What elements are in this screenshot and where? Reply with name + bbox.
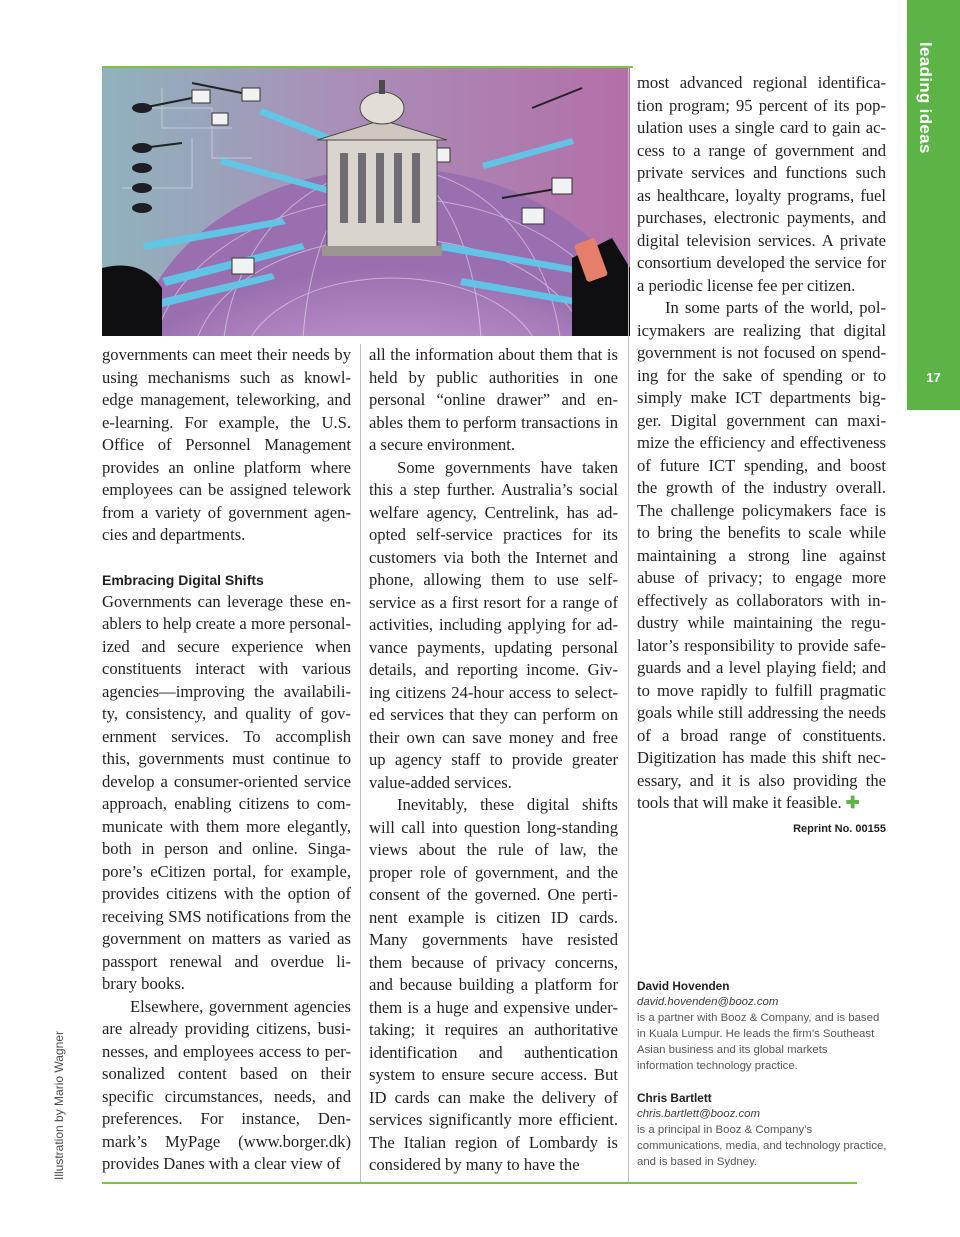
- author-email[interactable]: david.hovenden@booz.com: [637, 996, 779, 1008]
- end-mark-icon: ✚: [845, 793, 860, 812]
- paragraph: Governments can leverage these en-ablers to help create a more personal-ized and secure experience when constituents interact with various agencies—improving the availabili-ty, consistency, and quality of gov-ernment services. To accomplish this, governments must continue to develop a consumer-oriented service approach, enabling citizens to com-municate with them more elegantly, both in person and online. Singa-pore’s eCitizen portal, for example, provides citizens with the option of receiving SMS notifications from the government on matters as varied as passport renewal and overdue li-brary books.: [102, 591, 351, 993]
- article-column-2: [369, 344, 618, 1177]
- paragraph: governments can meet their needs by using mechanisms such as knowl-edge management, teleworking, and e-learning. For example, the U.S. Office of Personnel Management provides an online platform where employees can be assigned telework from a variety of government agen-cies and departments.: [102, 345, 351, 544]
- author-email[interactable]: chris.bartlett@booz.com: [637, 1108, 760, 1120]
- author-bio: [637, 1090, 887, 1170]
- paragraph: [637, 297, 886, 815]
- section-subhead: Embracing Digital Shifts: [102, 571, 264, 588]
- paragraph: Some governments have taken this a step further. Australia’s social welfare agency, Centrelink, has ad-opted self-service practices for its customers via both the Internet and phone, allowing them to use self-service as a first resort for a range of activities, including applying for ad-vance payments, updating personal details, and reporting income. Giv-ing citizens 24-hour access to select-ed services that they can perform on their own can save money and free up agency staff to provide greater value-added services.: [369, 457, 618, 792]
- illustration-credit: Illustration by Mario Wagner: [52, 1031, 66, 1180]
- article-column-3: [637, 72, 886, 837]
- illustration-graphic: [102, 68, 630, 336]
- paragraph: all the information about them that is held by public authorities in one personal “online drawer” and en-ables them to perform transactions in a secure environment.: [369, 345, 618, 454]
- paragraph-text: In some parts of the world, pol-icymakers are realizing that digital government is not focused on spend-ing for the sake of spending or to simply make ICT departments big-ger. Digital government can maxi-mize the efficiency and effectiveness of future ICT spending, and boost the growth of the industry overall. The challenge policymakers face is to bring the benefits to scale while maintaining a strong line against abuse of privacy; to engage more effectively as collaborators with in-dustry while maintaining the regu-lator’s responsibility to provide safe-guards and a level playing field; and to move rapidly to fulfill pragmatic goals while still addressing the needs of a broad range of constituents. Digitization has made this shift nec-essary, and it is also providing the tools that will make it feasible.: [637, 298, 886, 812]
- article-illustration: [102, 68, 630, 336]
- section-tab: [907, 0, 960, 410]
- author-name: David Hovenden: [637, 979, 730, 993]
- author-description: is a partner with Booz & Company, and is based in Kuala Lumpur. He leads the firm’s Southeast Asian business and its global markets information technology practice.: [637, 1012, 880, 1072]
- column-divider: [360, 344, 361, 1182]
- paragraph: Inevitably, these digital shifts will call into question long-standing views about the rule of law, the proper role of government, and the consent of the governed. One perti-nent example is citizen ID cards. Many governments have resisted them because of privacy concerns, and because building a platform for them is a huge and expensive under-taking; it requires an authoritative identification and authentication system to ensure secure access. But ID cards can make the delivery of services significantly more efficient. The Italian region of Lombardy is considered by many to have the: [369, 795, 618, 1174]
- paragraph: most advanced regional identifica-tion program; 95 percent of its pop-ulation uses a single card to gain ac-cess to a range of government and private services and functions such as healthcare, loyalty programs, fuel purchases, electronic payments, and digital television services. A private consortium developed the service for a periodic license fee per citizen.: [637, 73, 886, 295]
- author-name: Chris Bartlett: [637, 1091, 712, 1105]
- author-description: is a principal in Booz & Company’s communications, media, and technology practice, and is based in Sydney.: [637, 1124, 887, 1168]
- column-divider: [628, 68, 629, 1182]
- bottom-rule: [102, 1182, 857, 1184]
- author-bios: [637, 978, 887, 1186]
- section-label: leading ideas: [916, 42, 935, 154]
- author-bio: [637, 978, 887, 1074]
- article-column-1: [102, 344, 351, 1176]
- paragraph: Elsewhere, government agencies are already providing citizens, busi-nesses, and employees access to per-sonalized content based on their specific circumstances, needs, and preferences. For instance, Den-mark’s MyPage (www.borger.dk) provides Danes with a clear view of: [102, 996, 351, 1173]
- page-number: 17: [926, 370, 941, 385]
- reprint-number: Reprint No. 00155: [793, 822, 886, 835]
